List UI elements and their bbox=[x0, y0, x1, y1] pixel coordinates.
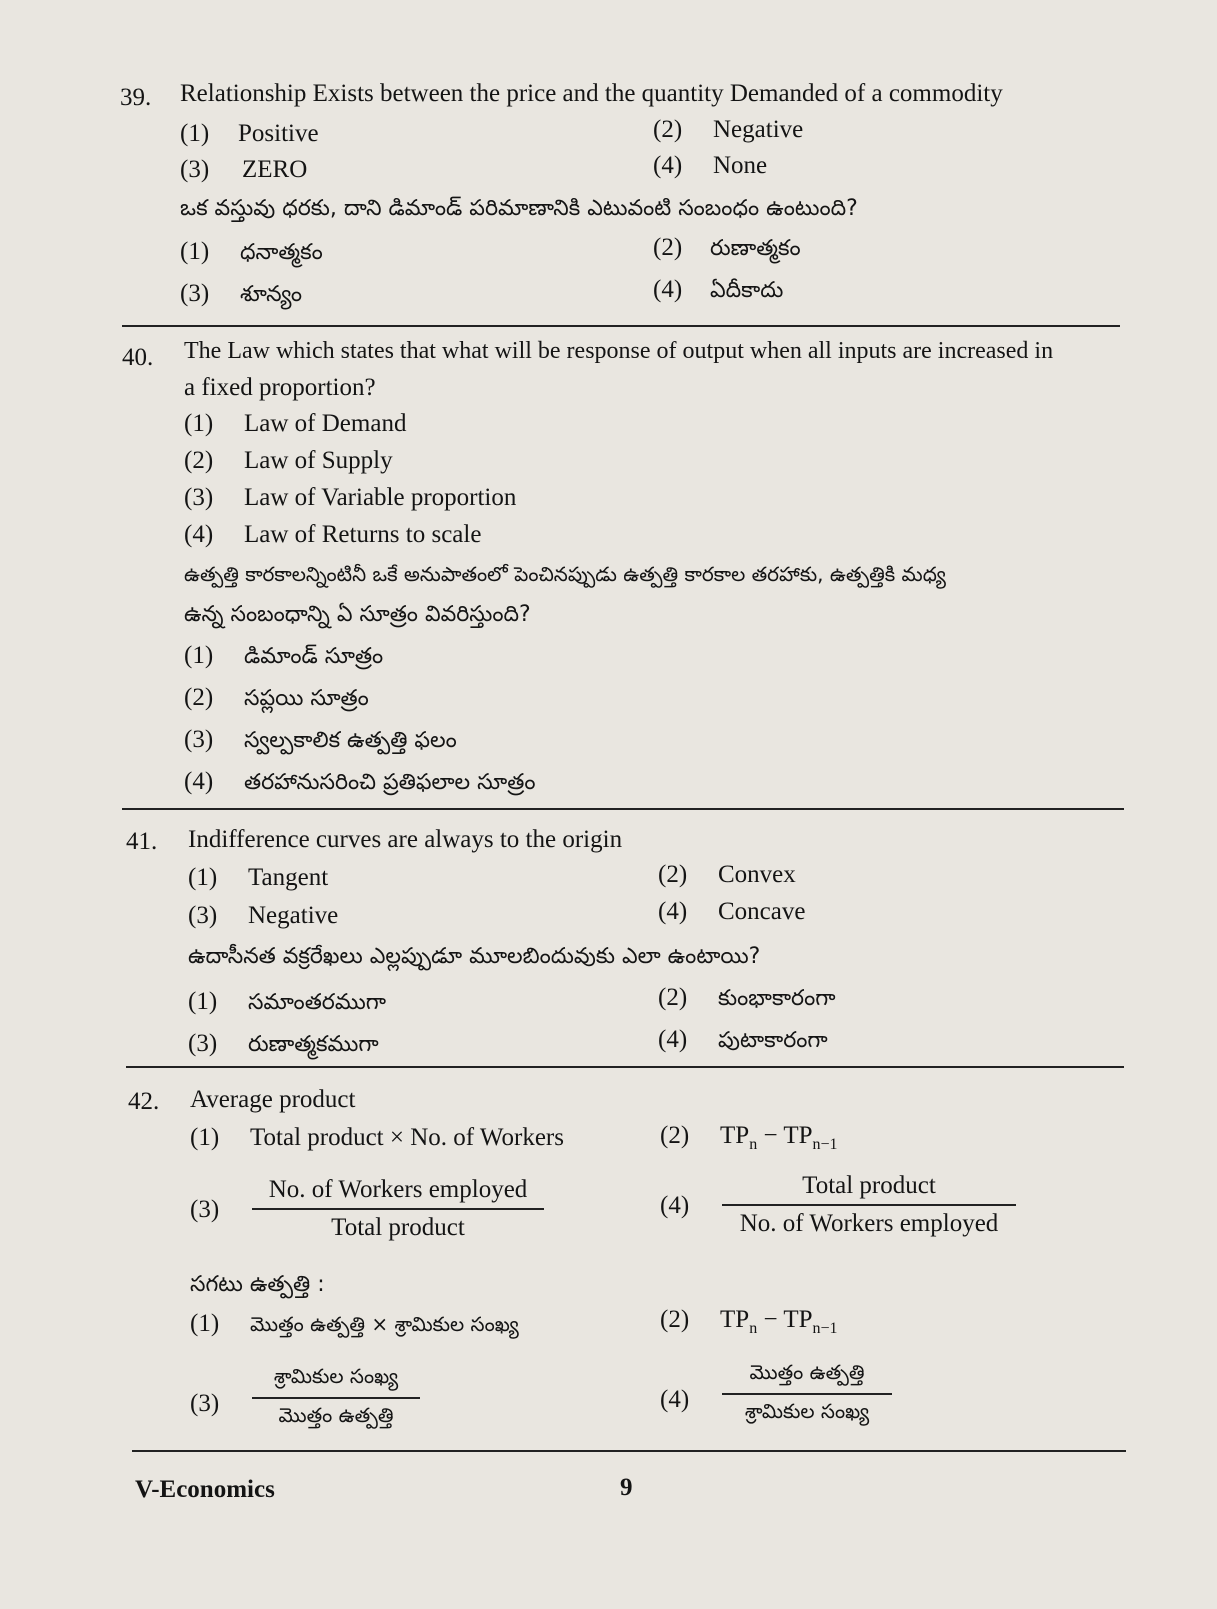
fraction-numerator: Total product bbox=[802, 1172, 936, 1199]
option-number: (2) bbox=[653, 234, 683, 261]
fraction-denominator: Total product bbox=[331, 1214, 465, 1241]
option-number: (3) bbox=[184, 726, 214, 753]
fraction-denominator: శ్రామికుల సంఖ్య bbox=[744, 1399, 870, 1423]
option-text: None bbox=[713, 152, 768, 179]
option-number: (2) bbox=[658, 861, 688, 888]
option-number: (3) bbox=[180, 156, 210, 183]
divider bbox=[122, 808, 1124, 810]
question-number: 42. bbox=[128, 1088, 160, 1115]
option-text: Law of Supply bbox=[244, 447, 393, 474]
option-text-telugu: స్వల్పకాలిక ఉత్పత్తి ఫలం bbox=[244, 728, 457, 753]
question-stem-telugu: ఒక వస్తువు ధరకు, దాని డిమాండ్ పరిమాణానికి ఎటువంటి సంబంధం ఉంటుంది? bbox=[180, 196, 858, 221]
option-number: (4) bbox=[653, 276, 683, 303]
formula-tp-difference bbox=[720, 1306, 838, 1338]
option-number: (3) bbox=[188, 1030, 218, 1057]
option-number: (3) bbox=[190, 1390, 220, 1417]
option-number: (4) bbox=[658, 898, 688, 925]
formula-term: − TP bbox=[757, 1122, 813, 1149]
question-stem: Average product bbox=[190, 1086, 356, 1113]
fraction-bar bbox=[722, 1204, 1016, 1206]
option-text: Positive bbox=[238, 120, 319, 147]
option-text-telugu: సమాంతరముగా bbox=[248, 990, 387, 1015]
option-text: Concave bbox=[718, 898, 806, 925]
option-text: Negative bbox=[713, 116, 804, 143]
option-number: (4) bbox=[184, 521, 214, 548]
option-number: (1) bbox=[180, 120, 210, 147]
question-stem: Relationship Exists between the price and the quantity Demanded of a commodity bbox=[180, 80, 1003, 107]
option-number: (2) bbox=[184, 684, 214, 711]
option-text-telugu: కుంభాకారంగా bbox=[718, 986, 836, 1011]
option-text-telugu: రుణాత్మకముగా bbox=[248, 1032, 379, 1057]
option-number: (2) bbox=[653, 116, 683, 143]
fraction bbox=[252, 1176, 544, 1242]
option-number: (1) bbox=[190, 1310, 220, 1337]
option-number: (4) bbox=[660, 1386, 690, 1413]
option-number: (4) bbox=[653, 152, 683, 179]
option-number: (3) bbox=[184, 484, 214, 511]
question-stem-telugu: ఉదాసీనత వక్రరేఖలు ఎల్లప్పుడూ మూలబిందువుకు ఎలా ఉంటాయి? bbox=[188, 944, 761, 969]
option-text-telugu: డిమాండ్ సూత్రం bbox=[244, 644, 384, 669]
question-stem-telugu: ఉత్పత్తి కారకాలన్నింటినీ ఒకే అనుపాతంలో పెంచినప్పుడు ఉత్పత్తి కారకాల తరహాకు, ఉత్పత్తికి మధ్య bbox=[184, 562, 946, 586]
option-number: (1) bbox=[184, 642, 214, 669]
option-text: Negative bbox=[248, 902, 339, 929]
footer-divider bbox=[132, 1450, 1126, 1452]
option-text-telugu: శూన్యం bbox=[240, 282, 303, 307]
option-text: Total product × No. of Workers bbox=[250, 1124, 564, 1151]
formula-tp-difference bbox=[720, 1122, 838, 1154]
option-number: (1) bbox=[188, 864, 218, 891]
divider bbox=[126, 1066, 1124, 1068]
fraction-numerator: No. of Workers employed bbox=[268, 1176, 528, 1203]
option-text-telugu: తరహానుసరించి ప్రతిఫలాల సూత్రం bbox=[244, 770, 536, 795]
option-number: (1) bbox=[190, 1124, 220, 1151]
option-number: (3) bbox=[188, 902, 218, 929]
option-number: (1) bbox=[184, 410, 214, 437]
fraction-bar bbox=[252, 1208, 544, 1210]
option-text: Law of Demand bbox=[244, 410, 407, 437]
question-stem-telugu-cont: ఉన్న సంబంధాన్ని ఏ సూత్రం వివరిస్తుంది? bbox=[184, 602, 531, 627]
formula-term: − TP bbox=[757, 1306, 813, 1333]
subscript: n bbox=[749, 1136, 758, 1153]
option-text-telugu: మొత్తం ఉత్పత్తి × శ్రామికుల సంఖ్య bbox=[250, 1312, 519, 1336]
fraction-numerator: శ్రామికుల సంఖ్య bbox=[273, 1364, 399, 1388]
option-text: Convex bbox=[718, 861, 796, 888]
question-number: 41. bbox=[126, 828, 158, 855]
question-stem-telugu: సగటు ఉత్పత్తి : bbox=[190, 1272, 325, 1297]
question-stem: The Law which states that what will be response of output when all inputs are increased in bbox=[184, 338, 1054, 364]
subscript: n−1 bbox=[812, 1320, 838, 1337]
option-text-telugu: పుటాకారంగా bbox=[718, 1028, 828, 1053]
option-number: (3) bbox=[190, 1196, 220, 1223]
option-number: (4) bbox=[660, 1192, 690, 1219]
subscript: n bbox=[749, 1320, 758, 1337]
fraction-bar bbox=[252, 1397, 420, 1399]
question-stem: Indifference curves are always to the origin bbox=[188, 826, 623, 853]
fraction-numerator: మొత్తం ఉత్పత్తి bbox=[749, 1360, 865, 1384]
option-number: (2) bbox=[658, 984, 688, 1011]
formula-term: TP bbox=[720, 1122, 750, 1149]
option-text-telugu: రుణాత్మకం bbox=[710, 236, 801, 261]
fraction-denominator: మొత్తం ఉత్పత్తి bbox=[278, 1403, 394, 1427]
option-text: Law of Returns to scale bbox=[244, 521, 482, 548]
option-number: (4) bbox=[184, 768, 214, 795]
option-text: Law of Variable proportion bbox=[244, 484, 517, 511]
fraction bbox=[722, 1360, 892, 1428]
divider bbox=[122, 325, 1120, 327]
option-number: (1) bbox=[188, 988, 218, 1015]
question-number: 40. bbox=[122, 344, 154, 371]
subscript: n−1 bbox=[812, 1136, 838, 1153]
page-number: 9 bbox=[620, 1474, 633, 1501]
option-text-telugu: ఏదీకాదు bbox=[710, 278, 784, 303]
option-text-telugu: ధనాత్మకం bbox=[240, 240, 323, 265]
option-number: (2) bbox=[660, 1122, 690, 1149]
subject-label: V-Economics bbox=[135, 1476, 275, 1503]
option-text: Tangent bbox=[248, 864, 329, 891]
question-number: 39. bbox=[120, 84, 152, 111]
option-number: (4) bbox=[658, 1026, 688, 1053]
fraction-bar bbox=[722, 1393, 892, 1395]
formula-term: TP bbox=[720, 1306, 750, 1333]
option-text-telugu: సప్లయి సూత్రం bbox=[244, 686, 369, 711]
fraction-denominator: No. of Workers employed bbox=[739, 1210, 999, 1237]
fraction bbox=[722, 1172, 1016, 1238]
option-number: (2) bbox=[660, 1306, 690, 1333]
option-text: ZERO bbox=[242, 156, 308, 183]
question-stem-cont: a fixed proportion? bbox=[184, 374, 376, 401]
fraction bbox=[252, 1364, 420, 1432]
option-number: (2) bbox=[184, 447, 214, 474]
option-number: (1) bbox=[180, 238, 210, 265]
option-number: (3) bbox=[180, 280, 210, 307]
